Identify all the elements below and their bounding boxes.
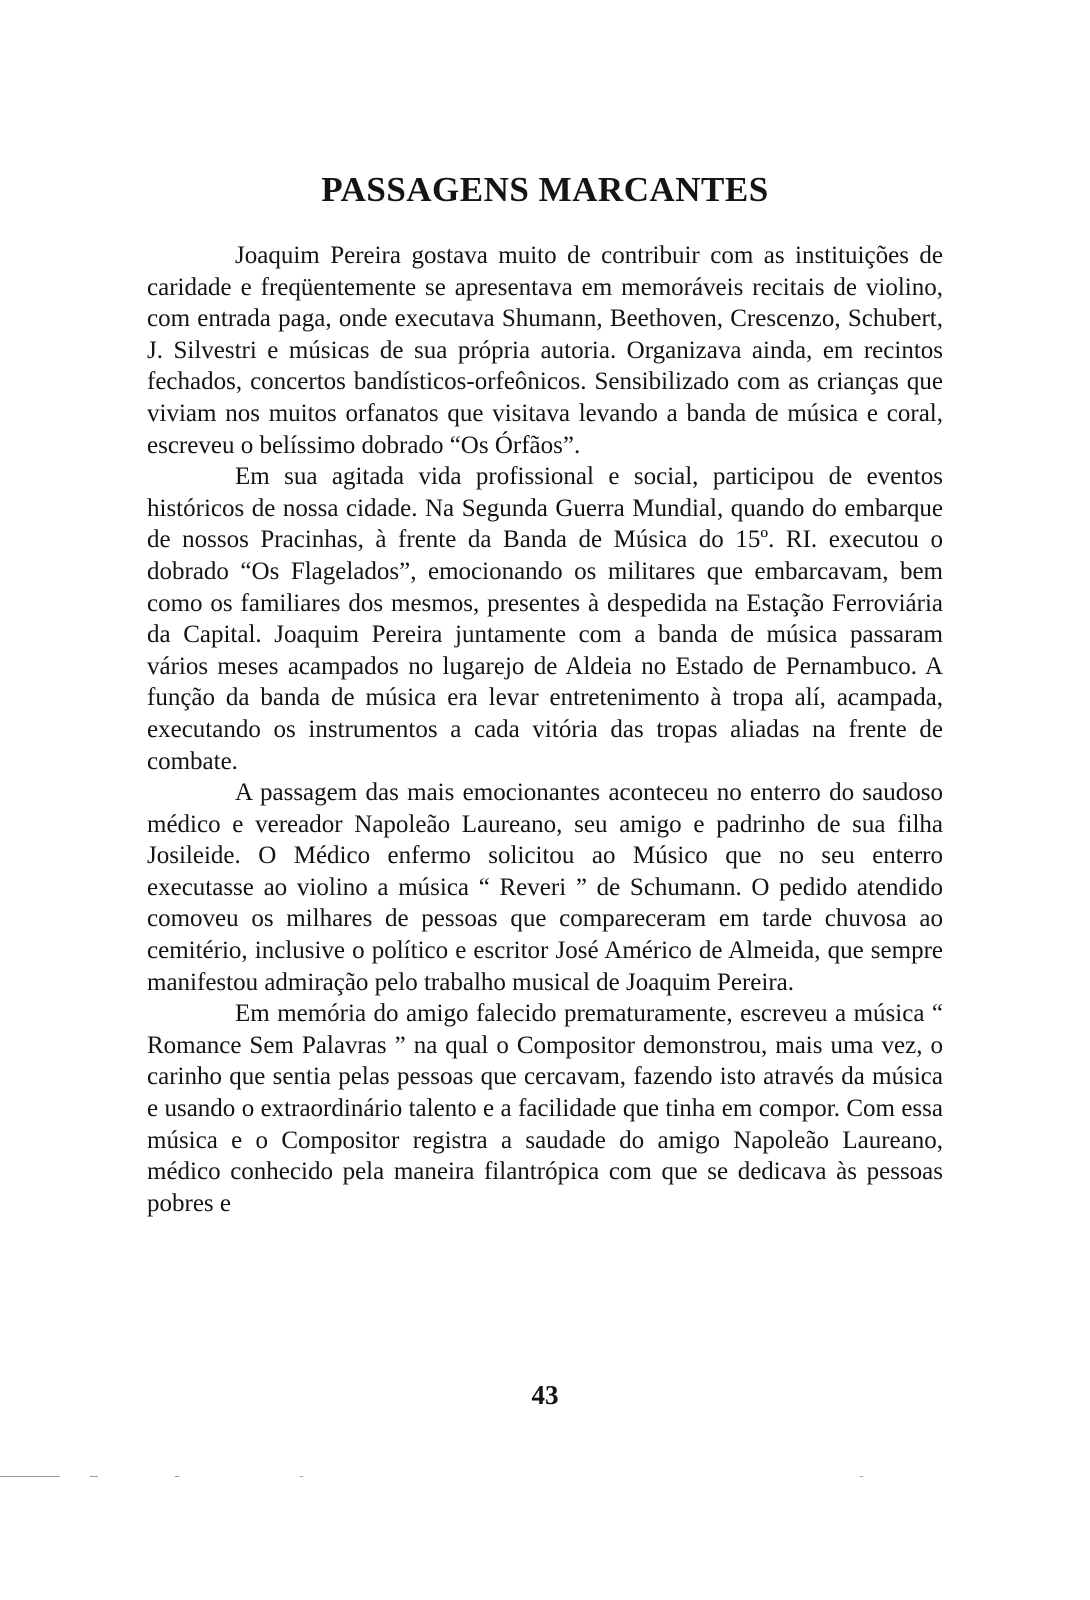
paragraph-3: A passagem das mais emocionantes aconteceu no enterro do saudoso médico e vereador Napoleão Laureano, seu amigo e padrinho de sua filha Josileide. O Médico enfermo solicitou ao Músico que no seu enterro executasse ao violino a música “ Reveri ” de Schumann. O pedido atendido comoveu os milhares de pessoas que compareceram em tarde chuvosa ao cemitério, inclusive o político e escritor José Américo de Almeida, que sempre manifestou admiração pelo trabalho musical de Joaquim Pereira. [147, 779, 943, 996]
scan-artifact-line [0, 1474, 1090, 1480]
scan-speck [0, 1476, 60, 1477]
body-text [147, 240, 943, 1219]
paragraph-2: Em sua agitada vida profissional e social, participou de eventos históricos de nossa cidade. Na Segunda Guerra Mundial, quando do embarque de nossos Pracinhas, à frente da Banda de Música do 15º. RI. executou o dobrado “Os Flagelados”, emocionando os militares que embarcavam, bem como os familiares dos mesmos, presentes à despedida na Estação Ferroviária da Capital. Joaquim Pereira juntamente com a banda de música passaram vários meses acampados no lugarejo de Aldeia no Estado de Pernambuco. A função da banda de música era levar entretenimento à tropa alí, acampada, executando os instrumentos a cada vitória das tropas aliadas na frente de combate. [147, 463, 943, 775]
page-title: PASSAGENS MARCANTES [321, 170, 769, 209]
paragraph-4: Em memória do amigo falecido prematuramente, escreveu a música “ Romance Sem Palavras ” na qual o Compositor demonstrou, mais uma vez, o carinho que sentia pelas pessoas que cercavam, fazendo isto através da música e usando o extraordinário talento e a facilidade que tinha em compor. Com essa música e o Compositor registra a saudade do amigo Napoleão Laureano, médico conhecido pela maneira filantrópica com que se dedicava às pessoas pobres e [147, 1000, 943, 1217]
scan-speck [90, 1476, 98, 1477]
scan-speck [300, 1476, 303, 1477]
scan-speck [175, 1476, 179, 1477]
scan-speck [860, 1476, 863, 1477]
page-number: 43 [531, 1380, 559, 1410]
paragraph-1: Joaquim Pereira gostava muito de contribuir com as instituições de caridade e freqüentemente se apresentava em memoráveis recitais de violino, com entrada paga, onde executava Shumann, Beethoven, Crescenzo, Schubert, J. Silvestri e músicas de sua própria autoria. Organizava ainda, em recintos fechados, concertos bandísticos-orfeônicos. Sensibilizado com as crianças que viviam nos muitos orfanatos que visitava levando a banda de música e coral, escreveu o belíssimo dobrado “Os Órfãos”. [147, 242, 943, 459]
